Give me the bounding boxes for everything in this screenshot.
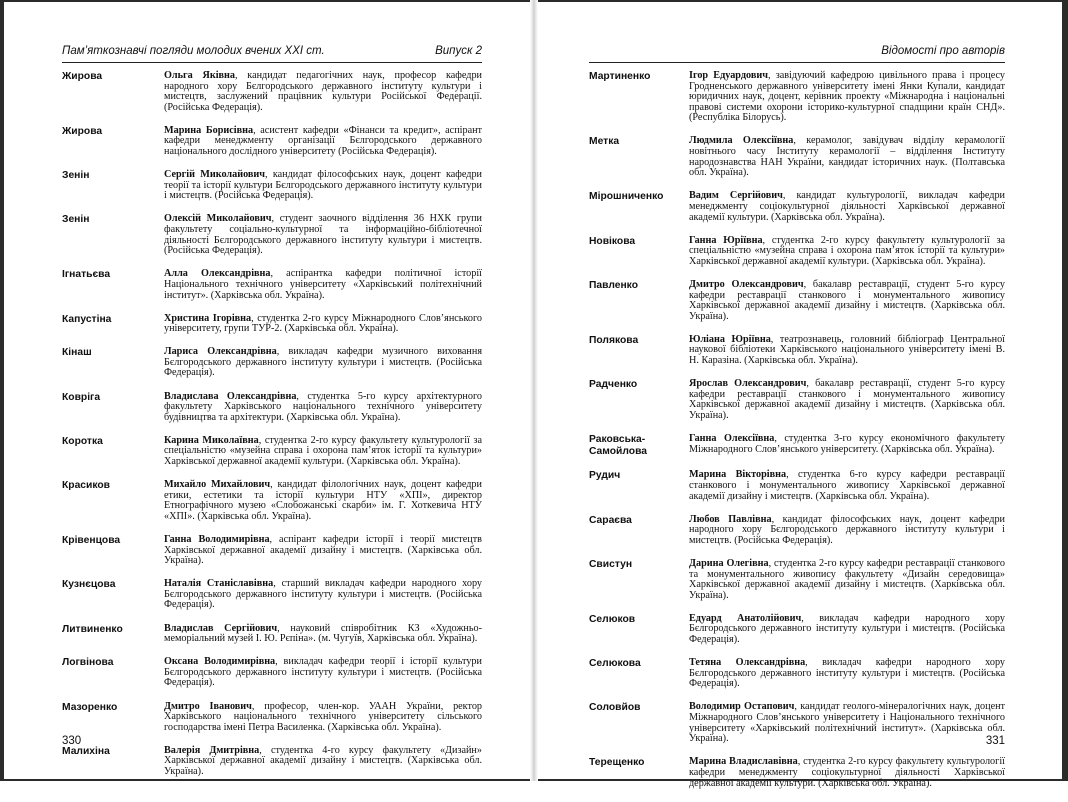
page-number: 330 (62, 735, 82, 747)
author-entry (62, 480, 482, 522)
author-entry (589, 379, 1005, 421)
author-surname: Литвиненко (62, 623, 123, 635)
author-details: , бакалавр реставрації, студент 5-го курсу кафедри реставрації станкового і монументального живопису Харківської державної академії дизайну і мистецтв. (Харківська обл. Україна). (689, 278, 1005, 322)
author-full-name: Дарина Олегівна (689, 558, 769, 569)
author-details: , керамолог, завідувач відділу керамології новітнього часу Інституту керамології – відділення Інституту народознавства НАН України, кандидат історичних наук. (Полтавська обл. Україна). (689, 135, 1005, 179)
author-description (164, 126, 482, 158)
book-gutter (530, 0, 538, 781)
author-full-name: Ярослав Олександрович (689, 378, 807, 390)
author-details: , студент заочного відділення 36 НХК групи факультету соціально-культурної та інформаційно-бібліотечної діяльності Бєлгородського державного інституту культури і мистецтв. (Російська Федерація). (164, 213, 482, 257)
author-details: , викладач кафедри народного хору Бєлгородського державного інституту культури і мистецтв. (Російська Федерація). (689, 612, 1005, 646)
author-entry (589, 191, 1005, 223)
author-details: , студентка 4-го курсу факультету «Дизайн» Харківської державної академії дизайну і мистецтв. (Харківська обл. Україна). (164, 744, 482, 777)
author-description (164, 436, 482, 468)
author-entry (589, 470, 1005, 502)
author-full-name: Марина Владиславівна (689, 756, 798, 768)
author-details: , кандидат культурології, викладач кафедри менеджменту соціокультурної діяльності Харківської державної академії культури. (Харківська обл. Україна). (689, 190, 1005, 223)
author-entry (589, 614, 1005, 646)
author-description (689, 658, 1005, 690)
author-surname: Капустіна (62, 313, 112, 325)
author-list (589, 71, 1005, 802)
author-surname: Рудич (589, 470, 621, 482)
author-entry (62, 314, 482, 335)
author-entry (62, 657, 482, 689)
author-details: , кандидат філософських наук, доцент кафедри теорії та історії культури Бєлгородського державного інституту культури і мистецтв. (Російська Федерація). (164, 169, 483, 202)
author-details: , бакалавр реставрації, студент 5-го курсу кафедри реставрації станкового і монументального живопису Харківської державної академії дизайну і мистецтв. (Харківська обл. Україна). (689, 378, 1005, 421)
author-surname: Ковріга (62, 391, 101, 403)
author-description (689, 136, 1005, 178)
author-description (164, 347, 482, 379)
author-full-name: Ганна Олексіївна (689, 432, 775, 444)
author-details: , театрознавець, головний бібліограф Центральної наукової бібліотеки Харківського національного університету імені В. Н. Каразіна. (Харківська обл. Україна). (689, 333, 1006, 366)
author-entry (62, 579, 482, 611)
author-description (164, 746, 482, 778)
author-surname: Павленко (589, 279, 638, 291)
author-entry (589, 71, 1005, 124)
author-details: , студентка 6-го курсу кафедри реставрації станкового і монументального живопису Харківської державної академії дизайну і мистецтв. (Харківська обл. Україна). (689, 469, 1005, 502)
author-full-name: Марина Борисівна (164, 124, 254, 136)
author-surname: Крівенцова (62, 535, 121, 546)
author-details: , студентка 2-го курсу Міжнародного Слов’янського університету, групи ТУР-2. (Харківська обл. Україна). (164, 312, 482, 335)
author-description (689, 470, 1005, 502)
author-surname: Красиков (62, 480, 110, 492)
author-full-name: Дмитро Іванович (164, 700, 252, 712)
header-issue: Випуск 2 (435, 45, 482, 57)
author-full-name: Карина Миколаївна (164, 434, 259, 446)
author-details: , студентка 3-го курсу економічного факультету Міжнародного Слов’янського університету. (Харківська обл. Україна). (689, 432, 1006, 455)
page-number: 331 (985, 735, 1005, 747)
author-description (689, 236, 1005, 268)
author-entry (589, 434, 1005, 458)
author-description (164, 392, 482, 424)
author-description (689, 614, 1005, 646)
author-details: , науковий співробітник КЗ «Художньо-меморіальний музей І. Ю. Рєпіна». (м. Чугуїв, Харківська обл. Україна). (164, 622, 482, 645)
author-description (164, 480, 482, 522)
author-details: , аспірант кафедри історії і теорії мистецтв Харківської державної академії дизайну і мистецтв. (Харківська обл. Україна). (164, 534, 482, 567)
author-full-name: Тетяна Олександрівна (689, 657, 806, 669)
author-full-name: Ганна Юріївна (689, 234, 763, 246)
author-full-name: Володимир Остапович (689, 701, 795, 713)
author-entry (62, 170, 482, 202)
author-details: , завідуючий кафедрою цивільного права і процесу Гродненського державного університету імені Янки Купали, кандидат юридичних наук, доцент, керівник проекту «Міжнародна і національні правові системи охорони історико-культурної спадщини країн СНД». (Республіка Білорусь). (689, 70, 1005, 124)
author-full-name: Владислав Сергійович (164, 622, 278, 634)
left-page (62, 0, 482, 781)
author-full-name: Наталія Станіславівна (164, 578, 274, 590)
author-full-name: Валерія Дмитрівна (164, 744, 260, 756)
author-description (164, 535, 482, 567)
author-details: , асистент кафедри «Фінанси та кредит», аспірант кафедри менеджменту організації Бєлгородського державного національного дослідного університету (Російська Федерація). (164, 124, 483, 158)
author-description (689, 280, 1005, 322)
author-surname: Жирова (62, 125, 103, 137)
author-entry (589, 280, 1005, 322)
author-entry (589, 658, 1005, 690)
author-surname: Полякова (589, 334, 639, 346)
author-description (164, 624, 482, 645)
author-full-name: Дмитро Олександрович (689, 278, 804, 290)
author-details: , кандидат філософських наук, доцент кафедри народного хору Бєлгородського державного інституту культури і мистецтв. (Російська Федерація). (689, 513, 1005, 546)
author-entry (589, 559, 1005, 601)
author-surname: Малихіна (62, 745, 110, 757)
author-entry (62, 392, 482, 424)
author-surname: Логвінова (62, 657, 114, 669)
author-details: , викладач кафедри музичного виховання Бєлгородського державного інституту культури і мистецтв. (Російська Федерація). (164, 346, 482, 379)
author-description (164, 170, 482, 202)
author-surname: Зенін (62, 214, 90, 226)
author-details: , студентка 2-го курсу факультету культурології за спеціальністю «музейна справа і охорона пам’яток історії та культури» Харківської державної академії культури. (Харківська обл. Україна). (164, 434, 482, 468)
author-details: , кандидат педагогічних наук, професор кафедри народного хору Бєлгородського державного інституту культури і мистецтв, заслужений працівник культури Російської Федерації. (Російська Федерація). (164, 70, 482, 113)
author-description (689, 559, 1005, 601)
header-rule (62, 62, 482, 63)
author-surname: Мірошниченко (589, 191, 664, 203)
author-details: , кандидат геолого-мінералогічних наук, доцент Міжнародного Слов’янського університету і Національного технічного університету «Харківський політехнічний інститут». (Харківська обл. Україна). (689, 701, 1005, 745)
left-dark-edge (0, 0, 4, 781)
author-full-name: Владислава Олександрівна (164, 390, 297, 402)
header-rule (589, 62, 1005, 63)
author-description (689, 191, 1005, 223)
author-details: , аспірантка кафедри політичної історії Національного технічного університету «Харківський політехнічний інститут». (Харківська обл. Україна). (164, 268, 482, 301)
author-surname: Ігнатьєва (62, 269, 111, 281)
author-description (689, 71, 1005, 124)
author-full-name: Ігор Едуардович (689, 70, 768, 81)
author-description (164, 579, 482, 611)
author-entry (589, 335, 1005, 367)
author-details: , студентка 2-го курсу факультету культурології кафедри менеджменту соціокультурної діяльності Харківської державної академії культури. (Харківська обл. Україна). (689, 756, 1005, 789)
author-entry (62, 269, 482, 301)
author-surname: Жирова (62, 71, 103, 82)
author-full-name: Алла Олександрівна (164, 268, 271, 280)
author-full-name: Едуард Анатолійович (689, 612, 802, 624)
author-entry (62, 71, 482, 113)
author-entry (589, 136, 1005, 178)
author-surname: Метка (589, 136, 620, 148)
author-details: , професор, член-кор. УААН України, ректор Харківського національного технічного університету сільського господарства імені Петра Василенка. (Харківська обл. Україна). (164, 700, 483, 733)
author-full-name: Оксана Володимирівна (164, 656, 276, 668)
author-surname: Селюкова (589, 658, 641, 670)
author-entry (589, 702, 1005, 744)
author-surname: Мазоренко (62, 701, 118, 713)
author-description (689, 335, 1005, 367)
author-full-name: Людмила Олексіївна (689, 135, 794, 147)
author-surname: Мартиненко (589, 71, 651, 82)
author-entry (589, 515, 1005, 547)
author-full-name: Вадим Сергійович (689, 190, 783, 202)
author-surname: Раковська-Самойлова (589, 433, 648, 457)
author-description (689, 702, 1005, 744)
author-surname: Свистун (589, 559, 633, 570)
author-details: , старший викладач кафедри народного хору Бєлгородського державного інституту культури і мистецтв. (Російська Федерація). (164, 578, 483, 611)
author-full-name: Ганна Володимирівна (164, 534, 270, 545)
author-entry (62, 535, 482, 567)
author-surname: Кузнєцова (62, 579, 116, 591)
author-entry (589, 757, 1005, 789)
author-details: , студентка 5-го курсу архітектурного факультету Харківського національного технічного університету будівництва та архітектури. (Харківська обл. Україна). (164, 390, 482, 423)
author-entry (62, 126, 482, 158)
author-full-name: Олексій Миколайович (164, 213, 272, 225)
author-list (62, 71, 482, 790)
author-full-name: Михайло Михайлович (164, 479, 271, 491)
author-surname: Кінаш (62, 347, 92, 359)
right-page (589, 0, 1006, 789)
author-description (164, 214, 482, 256)
author-surname: Терещенко (589, 757, 645, 769)
author-description (164, 702, 482, 734)
right-dark-edge (1062, 0, 1068, 781)
author-surname: Селюков (589, 613, 636, 625)
author-full-name: Сергій Миколайович (164, 169, 266, 181)
author-description (689, 757, 1005, 789)
author-description (689, 379, 1005, 421)
author-full-name: Лариса Олександрівна (164, 346, 277, 358)
author-surname: Сараєва (589, 514, 632, 526)
author-full-name: Марина Вікторівна (689, 469, 787, 481)
author-entry (62, 214, 482, 256)
author-full-name: Ольга Яківна (164, 70, 235, 81)
author-entry (62, 746, 482, 778)
author-surname: Коротка (62, 435, 103, 447)
author-details: , кандидат філологічних наук, доцент кафедри етики, естетики та історії культури НТУ «ХПІ», директор Етнографічного музею «Слобожанські скарби» ім. Г. Хоткевича НТУ «ХПІ». (Харківська обл. Україна). (164, 479, 482, 522)
author-description (689, 515, 1005, 547)
author-description (164, 657, 482, 689)
running-header (589, 45, 1005, 61)
author-details: , викладач кафедри народного хору Бєлгородського державного інституту культури і мистецтв. (Російська Федерація). (689, 657, 1005, 690)
author-surname: Соловйов (589, 702, 641, 714)
author-description (164, 314, 482, 335)
author-entry (589, 236, 1005, 268)
author-entry (62, 702, 482, 734)
author-full-name: Любов Павлівна (689, 513, 772, 525)
author-surname: Радченко (589, 379, 638, 391)
author-surname: Зенін (62, 170, 90, 182)
author-description (689, 434, 1005, 455)
running-header (62, 45, 482, 61)
author-description (164, 269, 482, 301)
author-entry (62, 347, 482, 379)
header-title: Відомості про авторів (881, 45, 1005, 57)
author-entry (62, 624, 482, 645)
author-surname: Новікова (589, 235, 636, 247)
author-full-name: Юліана Юріївна (689, 333, 771, 345)
author-description (164, 71, 482, 113)
author-full-name: Христина Ігорівна (164, 312, 252, 324)
author-details: , студентка 2-го курсу факультету культурології за спеціальністю «музейна справа і охорона пам’яток історії та культури» Харківської державної академії культури. (Харківська обл. Україна). (689, 234, 1005, 267)
author-entry (62, 436, 482, 468)
author-details: , викладач кафедри теорії і історії культури Бєлгородського державного інституту культури і мистецтв. (Російська Федерація). (164, 656, 482, 689)
header-title: Пам’яткознавчі погляди молодих вчених XXI ст. (62, 45, 325, 57)
author-details: , студентка 2-го курсу кафедри реставрації станкового та монументального живопису факультету «Дизайн середовища» Харківської державної академії дизайну і мистецтв. (Харківська обл. Україна). (689, 558, 1005, 601)
